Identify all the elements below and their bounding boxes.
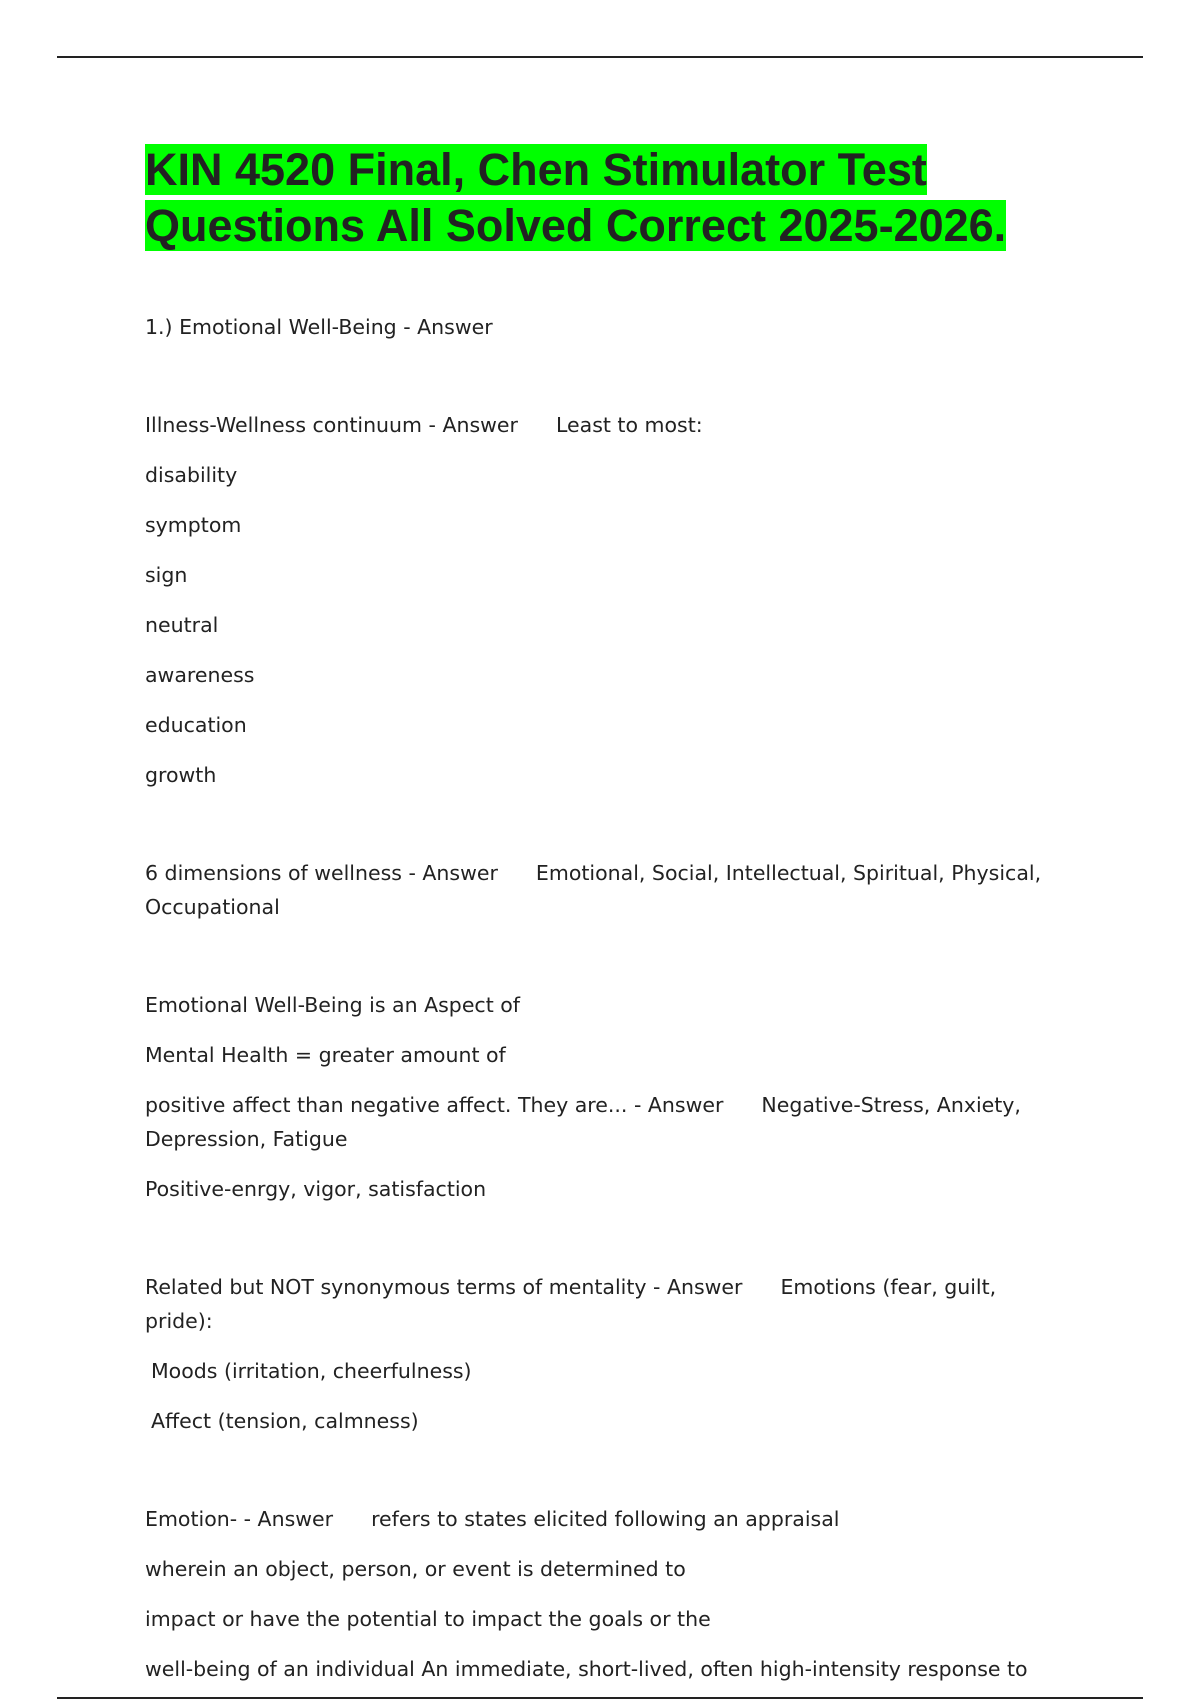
list-item: education xyxy=(145,713,247,737)
question-6-line-4: well-being of an individual An immediate, short-lived, often high-intensity response to xyxy=(145,1657,1028,1681)
list-item: sign xyxy=(145,563,188,587)
bottom-rule xyxy=(57,1697,1143,1699)
list-item: growth xyxy=(145,763,217,787)
question-5-line-2: Moods (irritation, cheerfulness) xyxy=(151,1359,472,1383)
question-6 xyxy=(145,1502,1045,1536)
question-5-line-3: Affect (tension, calmness) xyxy=(151,1409,419,1433)
question-6-answer: refers to states elicited following an appraisal xyxy=(371,1507,840,1531)
question-4-line-2: Mental Health = greater amount of xyxy=(145,1043,506,1067)
question-6-line-2: wherein an object, person, or event is determined to xyxy=(145,1557,686,1581)
question-5-term: Related but NOT synonymous terms of mentality - Answer xyxy=(145,1275,743,1299)
question-4 xyxy=(145,1088,1045,1156)
title-highlight: KIN 4520 Final, Chen Stimulator Test Questions All Solved Correct 2025-2026. xyxy=(145,144,1007,251)
question-4-line-1: Emotional Well-Being is an Aspect of xyxy=(145,993,521,1017)
question-3 xyxy=(145,856,1048,924)
document-title xyxy=(145,142,1045,254)
list-item: disability xyxy=(145,463,238,487)
question-4-line-4: Positive-enrgy, vigor, satisfaction xyxy=(145,1177,487,1201)
question-3-answer: Emotional, Social, Intellectual, Spiritual, Physical, Occupational xyxy=(145,861,1048,919)
list-item: neutral xyxy=(145,613,219,637)
question-4-answer: Negative-Stress, Anxiety, Depression, Fatigue xyxy=(145,1093,1028,1151)
list-item: symptom xyxy=(145,513,242,537)
question-2 xyxy=(145,408,1045,442)
top-rule xyxy=(57,56,1143,58)
question-4-term: positive affect than negative affect. They are... - Answer xyxy=(145,1093,724,1117)
question-5-answer: Emotions (fear, guilt, pride): xyxy=(145,1275,1003,1333)
question-6-line-3: impact or have the potential to impact the goals or the xyxy=(145,1607,711,1631)
question-2-answer: Least to most: xyxy=(555,413,703,437)
list-item: awareness xyxy=(145,663,255,687)
question-2-term: Illness-Wellness continuum - Answer xyxy=(145,413,518,437)
question-6-term: Emotion- - Answer xyxy=(145,1507,334,1531)
question-1: 1.) Emotional Well-Being - Answer xyxy=(145,315,493,339)
question-5 xyxy=(145,1270,1045,1338)
document-body xyxy=(145,142,1048,1686)
question-3-term: 6 dimensions of wellness - Answer xyxy=(145,861,498,885)
